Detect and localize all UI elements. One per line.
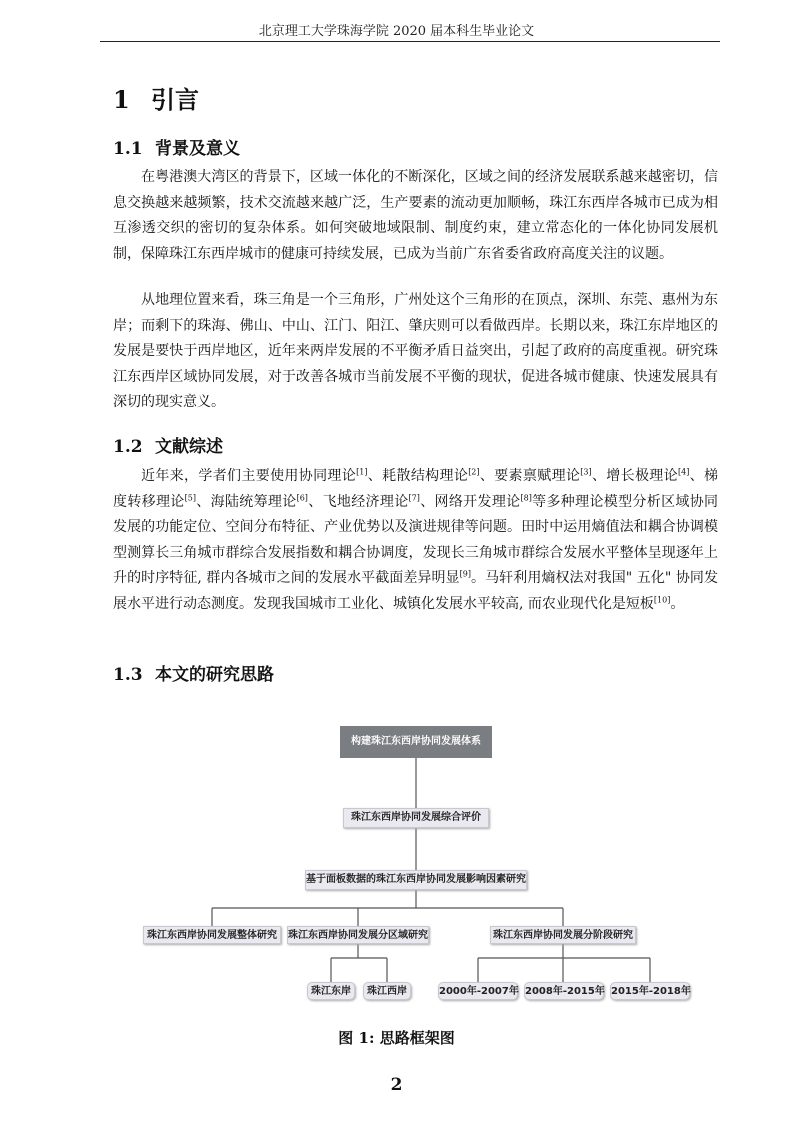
literature-text: 、要素禀赋理论 <box>479 468 581 484</box>
literature-text: 、耗散结构理论 <box>367 468 469 484</box>
citation: [9] <box>459 569 471 579</box>
section-title: 文献综述 <box>155 437 223 457</box>
framework-top-box: 构建珠江东西岸协同发展体系 <box>340 726 492 758</box>
framework-stage-2-box: 2008年-2015年 <box>524 982 604 1000</box>
chapter-heading <box>113 80 199 115</box>
citation: [3] <box>580 467 592 477</box>
framework-factor-box: 基于面板数据的珠江东西岸协同发展影响因素研究 <box>305 870 527 890</box>
paragraph-literature <box>113 464 718 617</box>
paragraph-geography: 从地理位置来看，珠三角是一个三角形，广州处这个三角形的在顶点，深圳、东莞、惠州为东岸；而剩下的珠海、佛山、中山、江门、阳江、肇庆则可以看做西岸。长期以来，珠江东岸地区的发展是要快于西岸地区，近年来两岸发展的不平衡矛盾日益突出，引起了政府的高度重视。研究珠江东西岸区域协同发展，对于改善各城市当前发展不平衡的现状，促进各城市健康、快速发展具有深切的现实意义。 <box>113 292 718 410</box>
framework-stage-box: 珠江东西岸协同发展分阶段研究 <box>490 926 636 944</box>
citation: [10] <box>653 594 671 604</box>
citation: [5] <box>184 492 196 502</box>
citation: [2] <box>468 467 480 477</box>
literature-text: 、梯度转移理论 <box>113 468 719 510</box>
framework-east-bank-box: 珠江东岸 <box>307 982 355 1000</box>
citation: [7] <box>408 492 420 502</box>
section-number: 1.3 <box>113 665 143 685</box>
figure-caption: 图 1: 思路框架图 <box>338 1029 455 1047</box>
literature-text: 、网络开发理论 <box>419 493 521 510</box>
section-title: 背景及意义 <box>155 139 240 159</box>
section-number: 1.1 <box>113 139 143 159</box>
citation: [4] <box>678 467 690 477</box>
literature-text: 等多种理论模型分析区域协同发展的功能定位、空间分布特征、产业优势以及演进规律等问题。田时中运用熵值法和耦合协调模型测算长三角城市群综合发展指数和耦合协调度，发现长三角城市群综合发展水平整体呈现逐年上升的时序特征, 群内各城市之间的发展水平截面差异明显 <box>113 493 719 586</box>
literature-text: 、飞地经济理论 <box>307 493 409 510</box>
page-number: 2 <box>390 1075 403 1095</box>
section-number: 1.2 <box>113 437 143 457</box>
literature-text: 、海陆统筹理论 <box>195 493 297 510</box>
section-heading-1-3 <box>113 660 274 685</box>
framework-evaluation-box: 珠江东西岸协同发展综合评价 <box>343 808 489 828</box>
framework-stage-1-box: 2000年-2007年 <box>438 982 518 1000</box>
running-header: 北京理工大学珠海学院 2020 届本科生毕业论文 <box>258 24 535 39</box>
framework-west-bank-box: 珠江西岸 <box>363 982 411 1000</box>
section-title: 本文的研究思路 <box>155 665 274 685</box>
framework-diagram <box>0 700 793 1020</box>
literature-text: 。 <box>670 595 685 612</box>
framework-region-box: 珠江东西岸协同发展分区域研究 <box>287 926 429 944</box>
chapter-number: 1 <box>113 85 130 114</box>
header-rule <box>100 41 720 42</box>
section-heading-1-1 <box>113 134 240 159</box>
citation: [6] <box>296 492 308 502</box>
section-heading-1-2 <box>113 432 223 457</box>
chapter-title: 引言 <box>151 85 199 114</box>
citation: [1] <box>356 467 368 477</box>
framework-stage-3-box: 2015年-2018年 <box>610 982 690 1000</box>
literature-text: 近年来，学者们主要使用协同理论 <box>141 468 357 484</box>
literature-text: 、增长极理论 <box>591 468 678 484</box>
framework-overall-box: 珠江东西岸协同发展整体研究 <box>143 926 281 944</box>
literature-text: 。马轩利用熵权法对我国" 五化" 协同发展水平进行动态测度。发现我国城市工业化、城镇化发展水平较高, 而农业现代化是短板 <box>113 570 718 612</box>
paragraph-background: 在粤港澳大湾区的背景下，区域一体化的不断深化，区域之间的经济发展联系越来越密切，信息交换越来越频繁，技术交流越来越广泛，生产要素的流动更加顺畅，珠江东西岸各城市已成为相互渗透交织的密切的复杂体系。如何突破地域限制、制度约束，建立常态化的一体化协同发展机制，保障珠江东西岸城市的健康可持续发展，已成为当前广东省委省政府高度关注的议题。 <box>113 169 718 262</box>
citation: [8] <box>520 492 532 502</box>
